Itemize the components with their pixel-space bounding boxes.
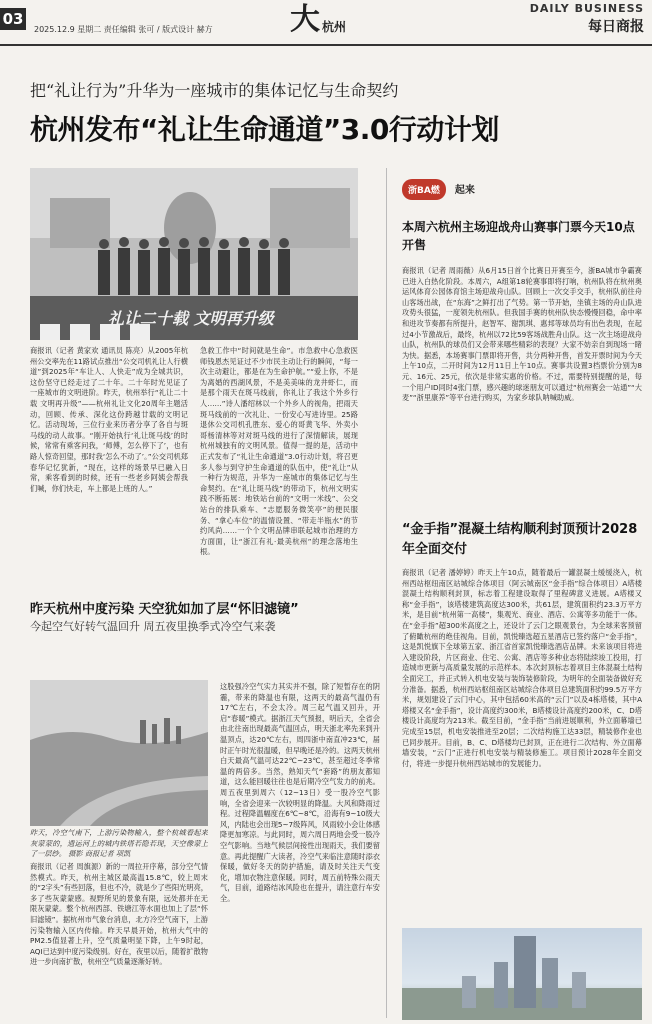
event-photo	[30, 168, 358, 340]
basketball-article-body: 商报讯（记者 周雨薇）从6月15日首个比赛日开赛至今，浙BA城市争霸赛已进入白热化阶段。本周六，A组第18轮赛事即将打响，杭州队将在杭州奥运风体育公园体育馆主场迎战舟山队。回顾上一次交手交手，杭州队前往舟山客场出战，在“东海”之鲜打出了气势。第一节开始，坐镇主场的舟山队进攻势头很猛，一度领先杭州队。但我国手赛的杭州队快态慢慢回稳，命中率和进攻节奏都有所提升，赵智军、谢凯琪、惠邦等球员均有出色表现，在起过4小节激战后，最终，杭州以72比59客场战胜舟山队。这一次主场迎战舟山队，杭州队的球员们又会带来哪些精彩的表现？大家不妨亲自到现场一睹为快。据悉，本场赛事门票即将开售，共分两种开售，首发开票时间为今天上午10点，二开时间为12月11日上午10点。赛事共设置3档票价分别为8元、16元、25元，依次是非常实惠的价格。不过，需要特别提醒的是，每一个用户ID同时4张门票，感兴趣的球迷朋友可以通过“杭州赛会一站通”“大麦”“浙里康养”等平台进行购买，为家乡球队呐喊助威。	[402, 266, 642, 403]
air-quality-column-2: 这股强冷空气实力其实并不强，除了短暂存在的阴霾，带来的降温也有限，这两天的最高气温仍有17℃左右，不会太冷。周三起气温又回升，开启“春暖”模式。据浙江天气预报，明后天，全省会由北往南出现最高气温回点，明天浙北率先来到升温顶点，达20℃左右，周四浙中南直冲23℃，届时正午时光很温暖，但早晚还是冷的。这两天杭州白天最高气温可达22℃~23℃，甚至超过冬季常温的两倍多。当然，熟知天气“套路”的朋友都知道，这么能回暖往往也是后期冷空气发力的前兆。周五夜里到周六（12~13日）受一股冷空气影响，全省会迎来一次较明显的降温。大风和降雨过程。过程降温幅度在6℃~8℃，沿海有9~10级大风，内陆也会出现5~7级阵风，风雨较小会让体感降更加寒凉。与此同时，周六周日两地会受一股冷空气影响。当地气候层间接性出现雨天，我们要留意。再此提醒广大读者，冷空气来临注意随时添衣保暖，做好冬天的防护措施，请及时关注天气变化，增加衣物注意保暖。同时，周五前特殊公雨天气，目前，道路结冰风险也在提升，请注意行车安全。	[220, 682, 380, 903]
page-number: 03	[0, 8, 26, 30]
air-quality-headline: 昨天杭州中度污染 天空犹如加了层“怀旧滤镜”	[30, 602, 299, 617]
hazy-city-photo	[30, 680, 208, 826]
page-header	[0, 0, 652, 44]
basketball-headline: 本周六杭州主场迎战舟山赛事门票今天10点开售	[402, 220, 635, 252]
main-headline: 杭州发布“礼让生命通道”3.0行动计划	[30, 113, 499, 146]
hazy-photo-caption: 昨天，冷空气南下，上游污染物输入，整个杭城看起来灰蒙蒙的，遗运河上的城内铁塔若隐若现，天空像蒙上了一层纱。 摄影 商报记者 项凯	[30, 828, 208, 859]
tower-article-body: 商报讯（记者 潘婷婷）昨天上午10点，随着最后一罐混凝土缓缓浇入，杭州西站枢纽南区站城综合体项目（阿云城南区“金手指”综合体项目）A塔楼混凝土结构顺利封顶，标志着工程建设取得了里程碑意义进展。A塔楼又称“金手指”，该塔楼建筑高度达300米，共61层，建筑面积约23.3万平方米，是目前“杭州第一高楼”，集观光、商业、酒店、公寓等多功能于一体。在“金手指”超300米高度之上，还设计了云门之眼观景台，为全球来客预留了俯瞰杭州的绝佳视角。目前，凯悦臻选超五星酒店已签约落户“金手指”，这是凯悦旗下全球第五家、浙江省首家凯悦臻选酒店品牌。未来该项目将进入建设阶段，片区商业、住宅、公寓、酒店等多种业态将陆续竣工投用，打造城市更新与高质量发展的示范样本。本次封顶标志着项目主体混凝土结构全面完工，并正式转入机电安装与装饰装修阶段，为明年的全面装备做好充分准备。据悉，杭州西站枢纽南区站城综合体项目总建筑面积约99.5万平方米，规划建设了云门中心，其中包括60米高的“云门”以及4栋塔楼，其中A塔楼又名“金手指”，设计高度约300米，B塔楼设计高度约200米，C、D塔楼设计高度均为213米。截至目前，“金手指”当前进展顺利，外立面幕墙已完成至15层，机电安装推进至20层；二次结构施工达33层，精装修作业也已同步展开。目前，B、C、D塔楼均已封顶，正在进行二次结构、外立面幕墙安装，“云门”正进行机电安装与精装修施工。项目预计2028年全面交付，将进一步提升杭州西站城市的发展能力。	[402, 568, 642, 768]
main-kicker: 把“礼让行为”升华为一座城市的集体记忆与生命契约	[30, 81, 399, 100]
tower-photo	[402, 928, 642, 1020]
column-divider	[386, 168, 387, 1018]
tower-photo-illustration	[402, 928, 642, 1020]
dateline: 2025.12.9 星期二 责任编辑 张可 / 版式设计 赫方	[34, 25, 213, 34]
header-rule	[0, 44, 652, 46]
zheba-logo	[402, 178, 532, 200]
main-article-column-1: 商报讯（记者 黄家欢 通讯员 陈亮）从2005年杭州公交率先在11路试点推出“公交司机礼让人行横道”到2025年“车让人、人快走”成为全城共识，这份坚守已经走过了二十年。二十年时光见证了一座城市的文明进阶。昨天，杭州举行“礼让二十载 文明再升级”——杭州礼让文化20周年主题活动，回顾、传承、深化这份跨越廿载的文明记忆。活动现场，三位行业来历者分享了各自与斑马线的动人故事。“刚开始执行‘礼让斑马线’的时候，常常有乘客问我，‘师傅，怎么停下了’，也有路人惊奇回望，那时我‘怎么不动了’。”公交司机郑春华记忆犹新，“现在，这样的场景早已融入日常，乘客看到的时候，还有一些老乡阿姨会帮我们喊，你们快走，车上都是上班的人。”	[30, 346, 188, 493]
tower-headline: “金手指”混凝土结构顺利封顶预计2028年全面交付	[402, 522, 638, 557]
photo-banner-text: 礼让二十载 文明再升级	[108, 309, 274, 328]
main-article-column-2: 急救工作中“时间就是生命”。市急救中心急救医师钱恩杰见证过不少市民主动让行的瞬间，“每一次主动避让，都是在为生命护航。”“爱上你，不是为离婚的西湖风景，不是美美味的龙井虾仁，而是那个雨天在斑马线前，你礼让了我这个外乡行人……”诗人潘绍林以一个外乡人的视角，把雨天斑马线前的一次礼让、一份安心写进诗里。25路退休公交司机孔胜东、爱心的哥黄飞华、外卖小哥杨清林等对对斑马线的进行了深情解读，展现杭州城独有的文明风景。值得一提的是，活动中正式发布了“礼让生命通道”3.0行动计划，将召更多人参与到守护生命通道的队伍中，使“礼让”从一种行为规范，升华为一座城市的集体记忆与生命契约。在“礼让斑马线”的带动下，杭州文明实践不断拓展：地铁站台前的“文明一米线”、公交站台的排队乘车、“志愿服务微笑亭”的便民服务、“拿心车位”的温情设置、“带走半瓶水”的节约风尚……一个个文明品牌串联起城市治理的方方面面，让“浙江有礼·最美杭州”的理念落地生根。	[200, 346, 358, 557]
zheba-logo-text: 起来	[454, 185, 475, 196]
newspaper-name: 每日商报	[588, 19, 644, 35]
section-name: 杭州	[322, 20, 347, 34]
daily-business-label: DAILY BUSINESS	[529, 2, 644, 15]
section-logo: 大	[290, 2, 320, 37]
air-quality-column-1: 商报讯（记者 周旗源）新的一周拉开序幕，部分空气情然模式。昨天，杭州主城区最高温15.8℃，较上周末的“2字头”有些回落，但也不冷，就是少了些阳光明亮，多了些灰蒙蒙感。视野所见的景象有限，远处都并在无限灰蒙蒙。整个杭州西部、铁塘江等水面也加上了层“怀旧滤镜”。据杭州市气象台消息，北方冷空气南下，上游污染物输入区内传输。昨天早晨开始，杭州大气中的PM2.5值显著上升，空气质量明显下降，上午9时起，AQI已达到中度污染级别。好在，夜里以后，随着扩散物进一步向南扩散，杭州空气质量逐渐好转。	[30, 862, 208, 967]
zheba-badge: 浙BA燃	[402, 179, 446, 200]
hazy-city-illustration	[30, 680, 208, 826]
air-quality-subheadline: 今起空气好转气温回升 周五夜里换季式冷空气来袭	[30, 620, 276, 633]
